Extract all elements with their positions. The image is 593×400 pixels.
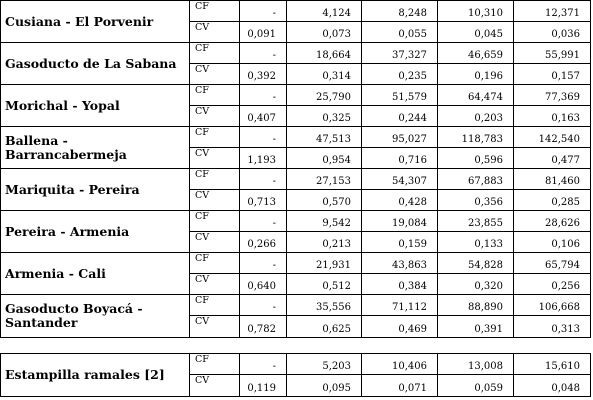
cf-value: 10,406	[362, 354, 438, 375]
cf-value: 47,513	[287, 127, 362, 148]
cf-value: 37,327	[362, 43, 438, 64]
cf-label: CF	[190, 43, 240, 64]
cf-value: 21,931	[287, 253, 362, 274]
cf-value: -	[240, 43, 287, 64]
cv-value: 0,314	[287, 64, 362, 85]
cf-value: -	[240, 1, 287, 22]
cv-value: 0,285	[514, 190, 591, 211]
cf-value: 46,659	[438, 43, 514, 64]
cf-value: 118,783	[438, 127, 514, 148]
cv-value: 0,256	[514, 274, 591, 295]
cf-value: 65,794	[514, 253, 591, 274]
segment-row-cf	[1, 211, 591, 232]
cf-value: 23,855	[438, 211, 514, 232]
cv-value: 0,512	[287, 274, 362, 295]
cv-value: 0,596	[438, 148, 514, 169]
ramales-table	[0, 353, 591, 397]
cf-value: 43,863	[362, 253, 438, 274]
cv-value: 0,048	[514, 375, 591, 397]
cv-value: 0,625	[287, 316, 362, 338]
cv-label: CV	[190, 190, 240, 211]
segment-row-cf	[1, 354, 591, 375]
cv-value: 0,428	[362, 190, 438, 211]
cv-value: 0,196	[438, 64, 514, 85]
cf-value: 77,369	[514, 85, 591, 106]
cv-label: CV	[190, 316, 240, 338]
cf-label: CF	[190, 354, 240, 375]
cv-value: 0,713	[240, 190, 287, 211]
cf-value: -	[240, 295, 287, 316]
segment-name: Gasoducto Boyacá - Santander	[1, 295, 190, 338]
cv-value: 0,954	[287, 148, 362, 169]
cf-value: 54,307	[362, 169, 438, 190]
cf-label: CF	[190, 169, 240, 190]
cf-value: 19,084	[362, 211, 438, 232]
segment-row-cf	[1, 85, 591, 106]
cf-value: 8,248	[362, 1, 438, 22]
cv-value: 1,193	[240, 148, 287, 169]
cv-value: 0,570	[287, 190, 362, 211]
segment-row-cf	[1, 253, 591, 274]
cf-value: 64,474	[438, 85, 514, 106]
cf-value: -	[240, 169, 287, 190]
cf-label: CF	[190, 211, 240, 232]
cv-label: CV	[190, 106, 240, 127]
cv-value: 0,059	[438, 375, 514, 397]
cf-value: 55,991	[514, 43, 591, 64]
segment-row-cf	[1, 169, 591, 190]
segment-name: Cusiana - El Porvenir	[1, 1, 190, 43]
cv-label: CV	[190, 64, 240, 85]
cf-value: 18,664	[287, 43, 362, 64]
cv-value: 0,266	[240, 232, 287, 253]
cv-label: CV	[190, 148, 240, 169]
segment-name: Pereira - Armenia	[1, 211, 190, 253]
segment-row-cf	[1, 43, 591, 64]
segment-name: Gasoducto de La Sabana	[1, 43, 190, 85]
segment-row-cf	[1, 1, 591, 22]
cv-value: 0,159	[362, 232, 438, 253]
cv-value: 0,091	[240, 22, 287, 43]
segment-name: Armenia - Cali	[1, 253, 190, 295]
cf-value: 15,610	[514, 354, 591, 375]
segment-row-cf	[1, 127, 591, 148]
cf-value: 95,027	[362, 127, 438, 148]
cv-value: 0,477	[514, 148, 591, 169]
cf-value: 13,008	[438, 354, 514, 375]
cv-value: 0,384	[362, 274, 438, 295]
cv-label: CV	[190, 375, 240, 397]
cv-value: 0,325	[287, 106, 362, 127]
cf-value: 71,112	[362, 295, 438, 316]
cv-value: 0,407	[240, 106, 287, 127]
cv-value: 0,055	[362, 22, 438, 43]
cf-value: 25,790	[287, 85, 362, 106]
cf-value: 9,542	[287, 211, 362, 232]
cv-value: 0,106	[514, 232, 591, 253]
cv-value: 0,782	[240, 316, 287, 338]
cf-value: 88,890	[438, 295, 514, 316]
cv-value: 0,320	[438, 274, 514, 295]
cf-value: 27,153	[287, 169, 362, 190]
cv-label: CV	[190, 232, 240, 253]
segment-name: Morichal - Yopal	[1, 85, 190, 127]
cv-value: 0,036	[514, 22, 591, 43]
cf-value: 106,668	[514, 295, 591, 316]
segment-name: Ballena - Barrancabermeja	[1, 127, 190, 169]
cv-value: 0,071	[362, 375, 438, 397]
cv-value: 0,163	[514, 106, 591, 127]
cv-label: CV	[190, 22, 240, 43]
cf-value: 10,310	[438, 1, 514, 22]
cf-label: CF	[190, 253, 240, 274]
cv-value: 0,716	[362, 148, 438, 169]
cf-value: 51,579	[362, 85, 438, 106]
cv-value: 0,313	[514, 316, 591, 338]
cf-value: 35,556	[287, 295, 362, 316]
cv-value: 0,157	[514, 64, 591, 85]
cf-value: 54,828	[438, 253, 514, 274]
cv-value: 0,356	[438, 190, 514, 211]
cv-value: 0,073	[287, 22, 362, 43]
cv-value: 0,133	[438, 232, 514, 253]
cv-value: 0,640	[240, 274, 287, 295]
cf-label: CF	[190, 85, 240, 106]
cf-value: 142,540	[514, 127, 591, 148]
cf-value: -	[240, 127, 287, 148]
cv-value: 0,119	[240, 375, 287, 397]
cv-value: 0,392	[240, 64, 287, 85]
segment-name: Mariquita - Pereira	[1, 169, 190, 211]
cv-value: 0,244	[362, 106, 438, 127]
cf-value: 67,883	[438, 169, 514, 190]
cf-value: 81,460	[514, 169, 591, 190]
cf-label: CF	[190, 295, 240, 316]
cv-value: 0,095	[287, 375, 362, 397]
cf-value: -	[240, 85, 287, 106]
cf-label: CF	[190, 1, 240, 22]
cv-value: 0,045	[438, 22, 514, 43]
cf-value: 5,203	[287, 354, 362, 375]
cv-value: 0,213	[287, 232, 362, 253]
cv-value: 0,235	[362, 64, 438, 85]
segment-name: Estampilla ramales [2]	[1, 354, 190, 397]
cv-value: 0,391	[438, 316, 514, 338]
cf-value: -	[240, 211, 287, 232]
cf-value: 28,626	[514, 211, 591, 232]
cv-value: 0,469	[362, 316, 438, 338]
cf-value: -	[240, 354, 287, 375]
cf-label: CF	[190, 127, 240, 148]
cf-value: -	[240, 253, 287, 274]
cv-value: 0,203	[438, 106, 514, 127]
cv-label: CV	[190, 274, 240, 295]
cf-value: 12,371	[514, 1, 591, 22]
segment-row-cf	[1, 295, 591, 316]
cf-value: 4,124	[287, 1, 362, 22]
